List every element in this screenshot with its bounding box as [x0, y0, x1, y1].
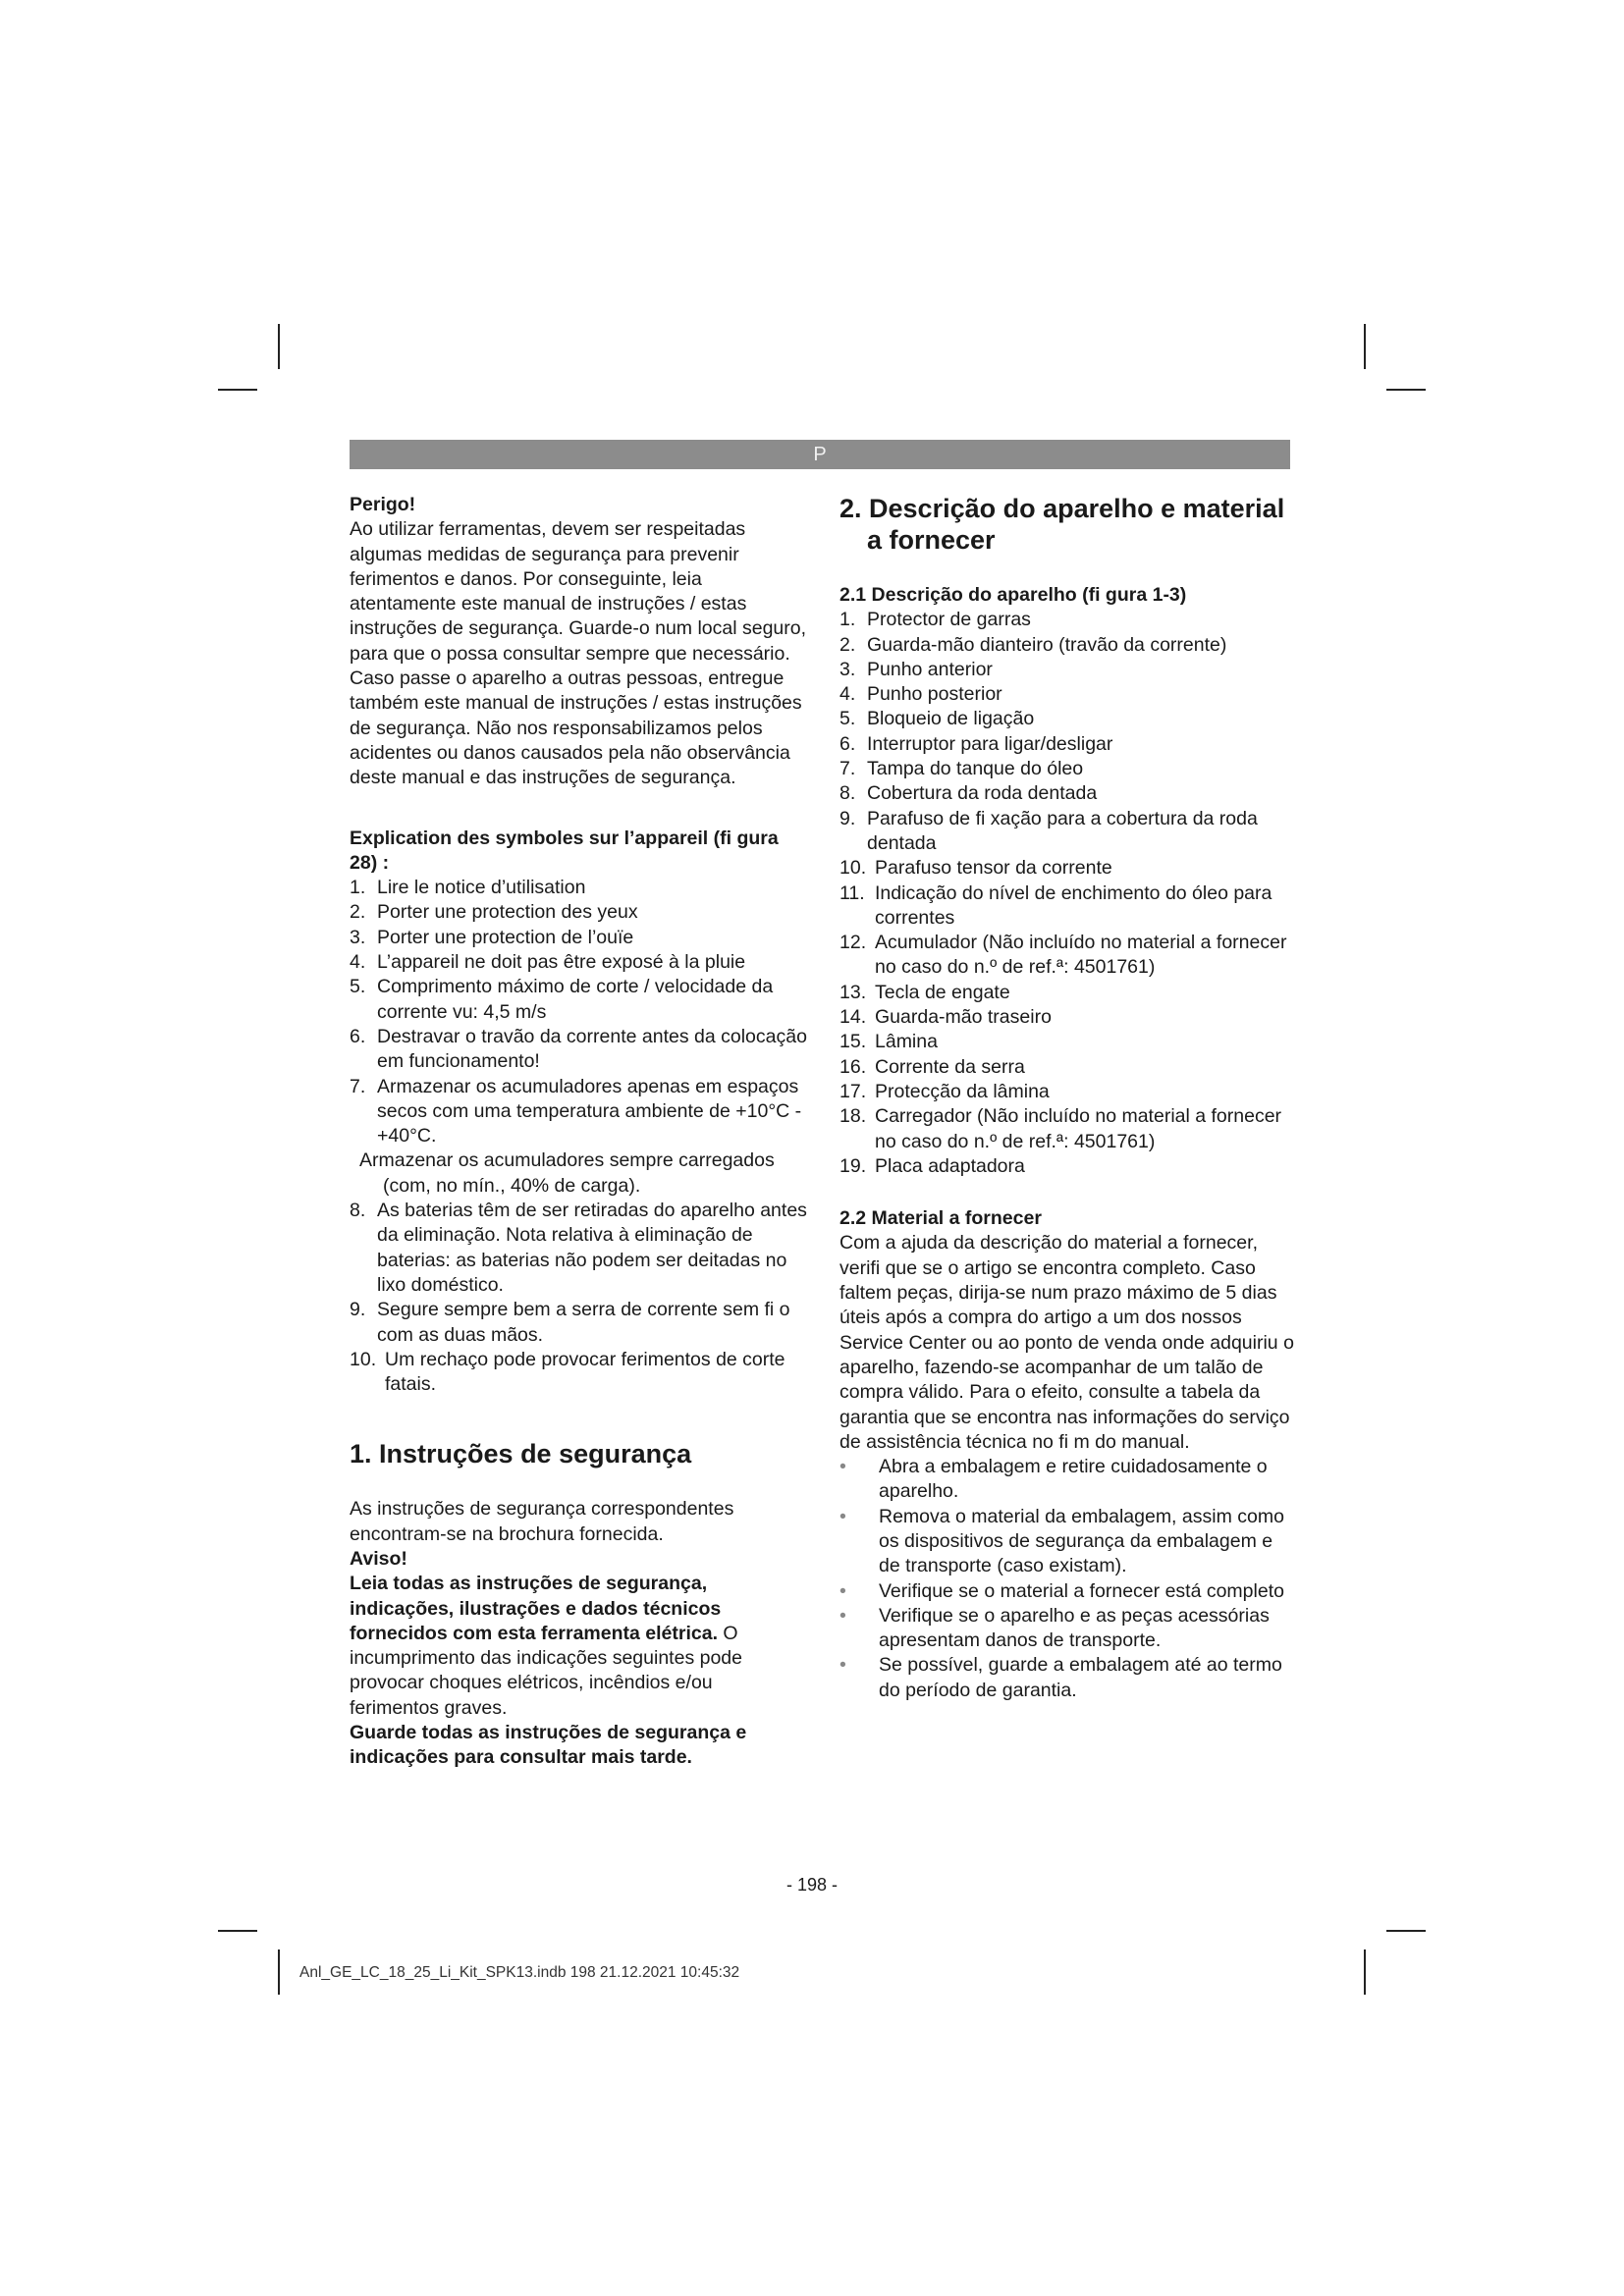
- language-label: P: [813, 444, 827, 465]
- symbol-item: [350, 1298, 807, 1348]
- bullet-icon: •: [839, 1654, 846, 1677]
- part-item-text: Acumulador (Não incluído no material a fornecer no caso do n.º de ref.ª: 4501761): [875, 932, 1287, 979]
- part-item-text: Cobertura da roda dentada: [867, 782, 1098, 805]
- part-item-text: Interruptor para ligar/desligar: [867, 732, 1113, 755]
- part-item-number: 16.: [839, 1055, 867, 1078]
- part-item: [839, 1055, 1297, 1080]
- symbol-item-number: 5.: [350, 976, 366, 998]
- symbol-item-text: Segure sempre bem a serra de corrente sem fi o com as duas mãos.: [377, 1299, 790, 1346]
- sub22-heading: 2.2 Material a fornecer: [839, 1207, 1042, 1230]
- part-item: [839, 1154, 1297, 1179]
- part-item: [839, 856, 1297, 881]
- symbol-item: [350, 876, 807, 900]
- part-item: [839, 633, 1297, 658]
- part-item-number: 7.: [839, 758, 856, 780]
- left-column: [350, 493, 807, 1771]
- part-item-number: 1.: [839, 609, 856, 631]
- part-item: [839, 881, 1297, 932]
- section1-title: 1. Instruções de segurança: [350, 1439, 692, 1469]
- warning-heading: Aviso!: [350, 1547, 407, 1570]
- symbol-item-text: Lire le notice d’utilisation: [377, 877, 586, 899]
- part-item-text: Indicação do nível de enchimento do óleo para correntes: [875, 881, 1272, 929]
- symbol-item-number: 7.: [350, 1075, 366, 1097]
- part-item-number: 18.: [839, 1105, 867, 1128]
- crop-mark-top-left-h: [218, 389, 257, 391]
- right-column: [839, 493, 1297, 1703]
- part-item-text: Punho anterior: [867, 658, 993, 680]
- symbol-item: [350, 926, 807, 950]
- section1-intro: As instruções de segurança correspondentes encontram-se na brochura fornecida.: [350, 1498, 734, 1545]
- part-item: [839, 931, 1297, 981]
- part-item-text: Placa adaptadora: [875, 1154, 1025, 1177]
- part-item: [839, 707, 1297, 731]
- warning-paragraph: [350, 1572, 807, 1721]
- part-item: [839, 732, 1297, 757]
- symbol-item-text: Porter une protection des yeux: [377, 901, 638, 924]
- symbol-item-text: Porter une protection de l’ouïe: [377, 926, 634, 948]
- part-item: [839, 1080, 1297, 1104]
- bullet-text: Verifique se o material a fornecer está completo: [879, 1579, 1284, 1602]
- crop-mark-top-right-h: [1386, 389, 1426, 391]
- part-item-text: Parafuso de fi xação para a cobertura da roda dentada: [867, 807, 1258, 854]
- part-item-number: 4.: [839, 683, 856, 706]
- symbol-item: [350, 1025, 807, 1075]
- symbol-item-text: Um rechaço pode provocar ferimentos de corte fatais.: [385, 1348, 785, 1396]
- part-item-number: 5.: [839, 708, 856, 730]
- part-item-number: 2.: [839, 633, 856, 656]
- part-item: [839, 682, 1297, 707]
- crop-mark-bottom-right-h: [1386, 1930, 1426, 1932]
- part-item-text: Parafuso tensor da corrente: [875, 857, 1112, 880]
- part-item: [839, 658, 1297, 682]
- symbols-list: [350, 876, 807, 1397]
- bullet-icon: •: [839, 1505, 846, 1527]
- bullet-item: [839, 1604, 1297, 1654]
- crop-mark-top-right: [1364, 324, 1366, 369]
- bullet-item: [839, 1455, 1297, 1505]
- part-item: [839, 1104, 1297, 1154]
- part-item-text: Guarda-mão dianteiro (travão da corrente): [867, 633, 1227, 656]
- bullet-text: Abra a embalagem e retire cuidadosamente o aparelho.: [879, 1456, 1268, 1503]
- symbol-item: [350, 900, 807, 925]
- sub21-heading: 2.1 Descrição do aparelho (fi gura 1-3): [839, 584, 1187, 606]
- part-item-number: 14.: [839, 1006, 867, 1029]
- part-item: [839, 781, 1297, 806]
- part-item-text: Protecção da lâmina: [875, 1080, 1050, 1102]
- symbol-item-number: 1.: [350, 877, 366, 899]
- part-item-number: 6.: [839, 732, 856, 755]
- symbol-item-text: Comprimento máximo de corte / velocidade da corrente vu: 4,5 m/s: [377, 976, 774, 1023]
- bullet-text: Verifique se o aparelho e as peças acessórias apresentam danos de transporte.: [879, 1604, 1270, 1652]
- symbol-item: [350, 950, 807, 975]
- danger-text: Ao utilizar ferramentas, devem ser respeitadas algumas medidas de segurança para prevenir ferimentos e danos. Por conseguinte, leia atentamente este manual de instruções / estas instruções de segurança. Guarde-o num local seguro, para que o possa consultar sempre que necessário. Caso passe o aparelho a outras pessoas, entregue também este manual de instruções / estas instruções de segurança. Não nos responsabilizamos pelos acidentes ou danos causados pela não observância deste manual e das instruções de segurança.: [350, 518, 807, 789]
- part-item-text: Tampa do tanque do óleo: [867, 758, 1084, 780]
- page-number: - 198 -: [785, 1875, 839, 1895]
- part-item-number: 9.: [839, 807, 856, 829]
- part-item-number: 12.: [839, 932, 867, 954]
- part-item-number: 10.: [839, 857, 867, 880]
- part-item: [839, 1030, 1297, 1054]
- part-item-text: Lâmina: [875, 1031, 938, 1053]
- part-item-text: Corrente da serra: [875, 1055, 1025, 1078]
- symbol-item-text: L’appareil ne doit pas être exposé à la pluie: [377, 951, 746, 974]
- language-header-bar: [350, 440, 1290, 469]
- symbol-item: [350, 1075, 807, 1149]
- symbol-item-text: Armazenar os acumuladores apenas em espaços secos com uma temperatura ambiente de +10°C - +40°C.: [377, 1075, 802, 1148]
- part-item: [839, 757, 1297, 781]
- part-item-number: 11.: [839, 881, 865, 904]
- warning-bold-text: Leia todas as instruções de segurança, indicações, ilustrações e dados técnicos fornecidos com esta ferramenta elétrica.: [350, 1573, 722, 1644]
- sub22-text: Com a ajuda da descrição do material a fornecer, verifi que se o artigo se encontra completo. Caso faltem peças, dirija-se num prazo máximo de 5 dias úteis após a compra do artigo a um dos nossos Service Center ou ao ponto de venda onde adquiriu o aparelho, fazendo-se acompanhar de um talão de compra válido. Para o efeito, consulte a tabela da garantia que se encontra nas informações do serviço de assistência técnica no fi m do manual.: [839, 1232, 1294, 1453]
- symbol-item-text: Armazenar os acumuladores sempre carregados (com, no mín., 40% de carga).: [359, 1149, 775, 1197]
- bullet-icon: •: [839, 1604, 846, 1627]
- symbol-item: [350, 1148, 807, 1199]
- part-item-text: Bloqueio de ligação: [867, 708, 1035, 730]
- crop-mark-bottom-right: [1364, 1949, 1366, 1995]
- keep-instructions-text: Guarde todas as instruções de segurança e indicações para consultar mais tarde.: [350, 1722, 747, 1769]
- warning-normal-text: O incumprimento das indicações seguintes pode provocar choques elétricos, incêndios e/ou ferimentos graves.: [350, 1622, 742, 1719]
- part-item-number: 15.: [839, 1031, 867, 1053]
- part-item-text: Carregador (Não incluído no material a fornecer no caso do n.º de ref.ª: 4501761): [875, 1105, 1282, 1152]
- crop-mark-bottom-left: [278, 1949, 280, 1995]
- symbol-item-number: 6.: [350, 1025, 366, 1047]
- part-item-text: Tecla de engate: [875, 981, 1010, 1003]
- symbols-heading: Explication des symboles sur l’appareil (fi gura 28) :: [350, 827, 779, 874]
- part-item-number: 3.: [839, 658, 856, 680]
- parts-list: [839, 608, 1297, 1179]
- bullet-item: [839, 1505, 1297, 1579]
- bullet-list: [839, 1455, 1297, 1703]
- bullet-item: [839, 1653, 1297, 1703]
- part-item-number: 8.: [839, 782, 856, 805]
- symbol-item-number: 2.: [350, 901, 366, 924]
- section2-title: 2. Descrição do aparelho e material a fornecer: [839, 494, 1285, 555]
- part-item-number: 19.: [839, 1154, 867, 1177]
- danger-heading: Perigo!: [350, 494, 416, 515]
- symbol-item-text: As baterias têm de ser retiradas do aparelho antes da eliminação. Nota relativa à eliminação de baterias: as baterias não podem ser deitadas no lixo doméstico.: [377, 1200, 807, 1296]
- bullet-text: Se possível, guarde a embalagem até ao termo do período de garantia.: [879, 1654, 1282, 1701]
- symbol-item: [350, 975, 807, 1025]
- symbol-item-number: 3.: [350, 926, 366, 948]
- part-item: [839, 1005, 1297, 1030]
- symbol-item-text: Destravar o travão da corrente antes da colocação em funcionamento!: [377, 1025, 807, 1073]
- crop-mark-bottom-left-h: [218, 1930, 257, 1932]
- part-item-number: 17.: [839, 1080, 867, 1102]
- bullet-icon: •: [839, 1579, 846, 1602]
- bullet-text: Remova o material da embalagem, assim como os dispositivos de segurança da embalagem e de transporte (caso existam).: [879, 1505, 1284, 1577]
- part-item: [839, 807, 1297, 857]
- part-item-text: Protector de garras: [867, 609, 1031, 631]
- symbol-item-number: 4.: [350, 951, 366, 974]
- symbol-item-number: 10.: [350, 1348, 377, 1370]
- crop-mark-top-left: [278, 324, 280, 369]
- symbol-item-number: 8.: [350, 1200, 366, 1222]
- bullet-icon: •: [839, 1456, 846, 1478]
- symbol-item: [350, 1348, 807, 1398]
- bullet-item: [839, 1579, 1297, 1604]
- part-item: [839, 981, 1297, 1005]
- symbol-item-number: 9.: [350, 1299, 366, 1321]
- part-item: [839, 608, 1297, 632]
- part-item-number: 13.: [839, 981, 867, 1003]
- part-item-text: Guarda-mão traseiro: [875, 1006, 1052, 1029]
- part-item-text: Punho posterior: [867, 683, 1002, 706]
- symbol-item: [350, 1199, 807, 1298]
- file-info: Anl_GE_LC_18_25_Li_Kit_SPK13.indb 198 21.12.2021 10:45:32: [299, 1964, 740, 1981]
